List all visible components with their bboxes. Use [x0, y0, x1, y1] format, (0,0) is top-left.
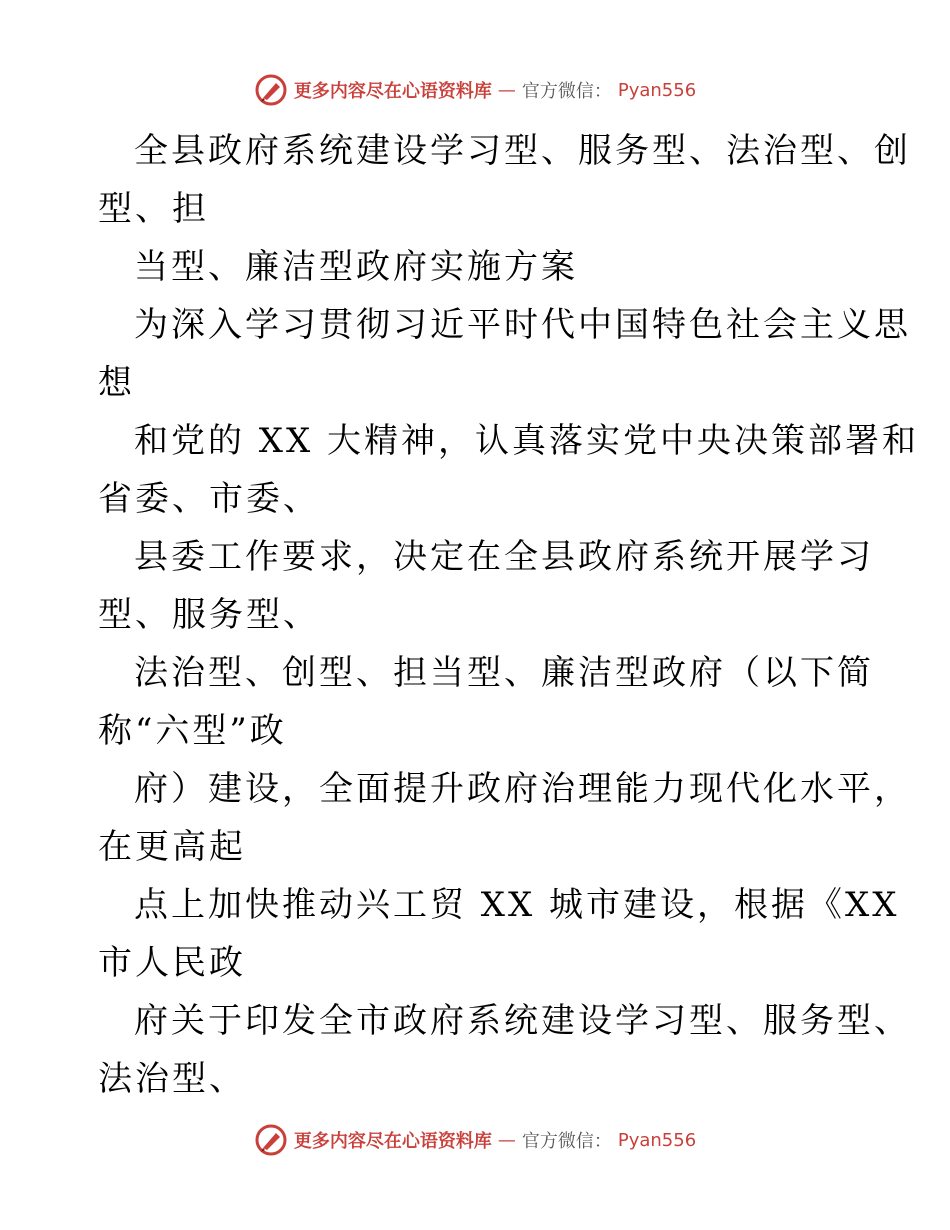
banner-wechat-label: 官方微信： — [521, 81, 612, 102]
text-line: 法治型、 — [98, 1059, 246, 1099]
banner-dash: — — [497, 1129, 516, 1151]
text-line: 当型、廉洁型政府实施方案 — [134, 247, 578, 287]
text-line: 在更高起 — [98, 827, 246, 867]
pen-logo-icon — [254, 73, 288, 107]
text-line: 法治型、创型、担当型、廉洁型政府（以下简 — [134, 653, 874, 693]
banner-main-text: 更多内容尽在心语资料库 — [293, 81, 492, 102]
text-line: 市人民政 — [98, 943, 246, 983]
text-line: 县委工作要求，决定在全县政府系统开展学习 — [134, 537, 874, 577]
text-line: 省委、市委、 — [98, 479, 320, 519]
text-line: 为深入学习贯彻习近平时代中国特色社会主义思 — [134, 305, 911, 345]
banner-wechat-label: 官方微信： — [521, 1131, 612, 1152]
banner-main-text: 更多内容尽在心语资料库 — [293, 1131, 492, 1152]
text-line: 想 — [98, 363, 135, 403]
pen-logo-icon — [254, 1123, 288, 1157]
text-line: 和党的 XX 大精神，认真落实党中央决策部署和 — [134, 421, 920, 461]
header-banner — [0, 70, 950, 110]
banner-wechat-id: Pyan556 — [617, 1129, 697, 1151]
text-line: 府）建设，全面提升政府治理能力现代化水平， — [134, 769, 911, 809]
text-line: 型、服务型、 — [98, 595, 320, 635]
banner-wechat-id: Pyan556 — [617, 79, 697, 101]
text-line: 点上加快推动兴工贸 XX 城市建设，根据《XX — [134, 885, 900, 925]
text-line: 全县政府系统建设学习型、服务型、法治型、创 — [134, 131, 911, 171]
text-line: 称“六型”政 — [98, 711, 287, 751]
text-line: 府关于印发全市政府系统建设学习型、服务型、 — [134, 1001, 911, 1041]
banner-dash: — — [497, 79, 516, 101]
footer-banner — [0, 1120, 950, 1160]
document-body — [98, 122, 920, 1108]
text-line: 型、担 — [98, 189, 209, 229]
